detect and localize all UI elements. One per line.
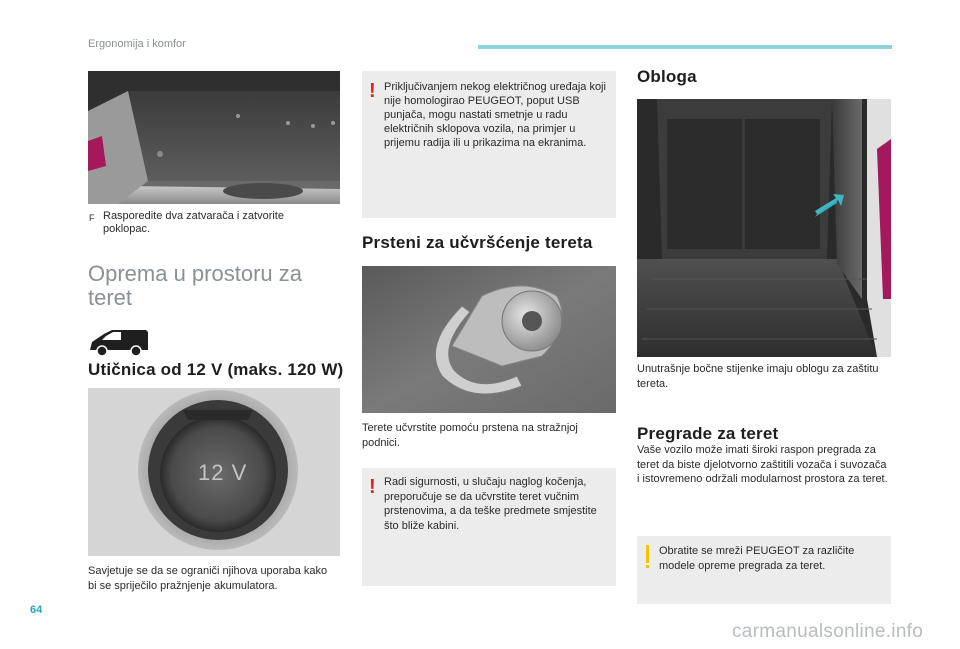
info-icon-dot [646, 565, 649, 568]
info-text: Obratite se mreži PEUGEOT za različite modele opreme pregrada za teret. [659, 545, 855, 572]
socket-photo [88, 388, 340, 556]
warning-box-usb [362, 71, 616, 218]
info-icon [646, 545, 649, 563]
partition-text: Vaše vozilo može imati široki raspon pregrada za teret da biste djelotvorno zaštitili vozača i suvozača i istovremeno održali modularnost prostora za teret. [637, 444, 888, 485]
header-rule [478, 45, 892, 49]
page-number: 64 [30, 604, 43, 616]
rings-caption: Terete učvrstite pomoću prstena na stražnjoj podnici. [362, 422, 578, 449]
warning-usb-text: Priključivanjem nekog električnog uređaja koji nije homologirao PEUGEOT, poput USB punjača, mogu nastati smetnje u radu električnih sklopova vozila, na primjer u prijemu radija ili u prikazima na ekranima. [384, 81, 606, 149]
info-box [637, 536, 891, 604]
chapter-header: Ergonomija i komfor [88, 38, 186, 50]
partition-title: Pregrade za teret [637, 424, 779, 443]
lining-title: Obloga [637, 67, 697, 86]
socket-caption: Savjetuje se da se ograniči njihova uporaba kako bi se spriječilo pražnjenje akumulatora. [88, 565, 328, 592]
tie-down-ring-photo [362, 266, 616, 413]
warning-icon: ! [369, 476, 376, 498]
section-title: Oprema u prostoru za teret [88, 261, 302, 310]
warning-box-braking [362, 468, 616, 586]
warning-icon: ! [369, 80, 376, 102]
socket-voltage-label: 12 V [198, 460, 248, 485]
warning-braking-text: Radi sigurnosti, u slučaju naglog kočenja, preporučuje se da učvrstite teret vučnim prstenovima, a da teške predmete smjestite što bliže kabini. [384, 476, 597, 532]
rings-title: Prsteni za učvršćenje tereta [362, 233, 593, 252]
watermark: carmanualsonline.info [732, 621, 924, 642]
trunk-cover-photo [88, 71, 340, 204]
bullet-instruction: Rasporedite dva zatvarača i zatvorite poklopac. [103, 210, 284, 235]
socket-title: Utičnica od 12 V (maks. 120 W) [88, 360, 344, 379]
van-icon [88, 328, 150, 358]
bullet-marker: F [89, 213, 95, 223]
cargo-lining-photo [637, 99, 891, 357]
lining-caption: Unutrašnje bočne stijenke imaju oblogu za zaštitu tereta. [637, 363, 879, 390]
